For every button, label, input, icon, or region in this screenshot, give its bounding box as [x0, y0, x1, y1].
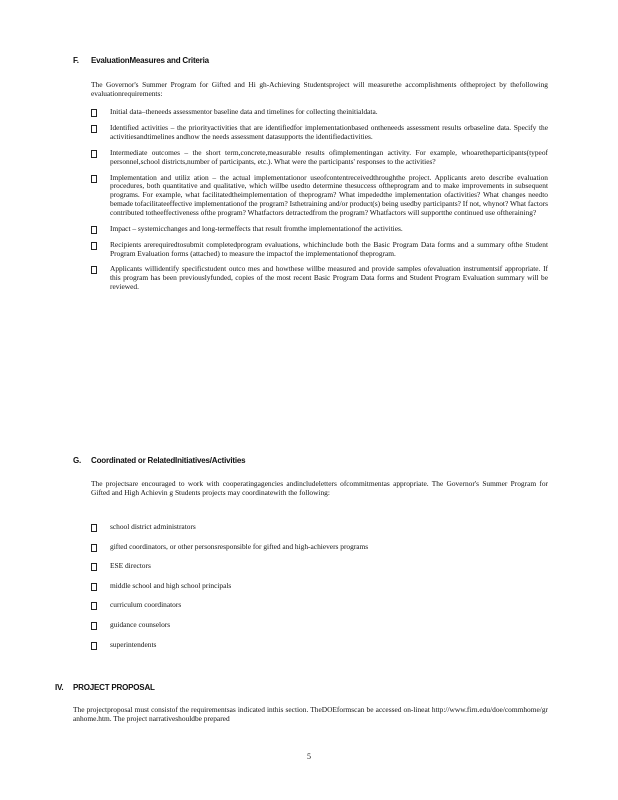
list-item: Recipients arerequiredtosubmit completedprogram evaluations, whichinclude both the Basic Program Data forms and a summary ofthe Student Program Evaluation forms (attached) to measure the impactof the implementationof theprogram.: [91, 241, 548, 259]
checkbox-bullet-icon: [91, 150, 97, 158]
section-g-intro: The projectsare encouraged to work with cooperatingagencies andincludeletters ofcommitmentas appropriate. The Governor's Summer Program for Gifted and High Achievin g Students projects may coordinatewith the following:: [91, 479, 548, 497]
list-item: ESE directors: [91, 562, 548, 571]
section-f-letter: F.: [73, 56, 79, 65]
checkbox-bullet-icon: [91, 266, 97, 274]
checkbox-bullet-icon: [91, 583, 97, 591]
section-f-intro: The Governor's Summer Program for Gifted and Hi gh-Achieving Studentsproject will measurethe accomplishments oftheproject by thefollowing evaluationrequirements:: [91, 80, 548, 98]
section-iv-title: PROJECT PROPOSAL: [73, 683, 155, 692]
section-iv-numeral: IV.: [55, 683, 64, 692]
checkbox-bullet-icon: [91, 226, 97, 234]
list-item: superintendents: [91, 641, 548, 650]
section-f-heading: [73, 56, 209, 65]
list-item: Impact – systemicchanges and long-termeffects that result fromthe implementationof the activities.: [91, 225, 548, 234]
checkbox-bullet-icon: [91, 563, 97, 571]
checkbox-bullet-icon: [91, 544, 97, 552]
checkbox-bullet-icon: [91, 109, 97, 117]
checkbox-bullet-icon: [91, 524, 97, 532]
section-iv-heading: [55, 683, 155, 692]
section-g-bullet-list: [91, 523, 548, 660]
list-item: Implementation and utiliz ation – the actual implementationor useofcontentreceivedthroughthe project. Applicants areto describe evaluation procedures, both quantitative and qualitative, which willbe usedto determine thesuccess oftheprogram and to make improvements in subsequent programs. For example, what facilitatedtheimplementation of theprogram? What impededthe implementation ofactivities? What changes needto bemade tofacilitateeffective implementationof the program? Isthetraining and/or product(s) being usedby participants? If not, whynot? What factors contributed totheeffectiveness ofthe program? Whatfactors detractedfrom the program? Whatfactors will supportthe continued use oftheraining?: [91, 174, 548, 218]
checkbox-bullet-icon: [91, 242, 97, 250]
checkbox-bullet-icon: [91, 175, 97, 183]
list-item: Identified activities – the priorityactivities that are identifiedfor implementationbased ontheneeds assessment results orbaseline data. Specify the activitiesandtimelines andhow the needs assessment datasupports the identifiedactivities.: [91, 124, 548, 142]
list-item: curriculum coordinators: [91, 601, 548, 610]
list-item: gifted coordinators, or other personsresponsible for gifted and high-achievers programs: [91, 543, 548, 552]
list-item: Applicants willidentify specificstudent outco mes and howthese willbe measured and provide samples ofevaluation instrumentsif appropriate. If this program has been previouslyfunded, copies of the most recent Basic Program Data forms and Student Program Evaluation summary will be reviewed.: [91, 265, 548, 291]
checkbox-bullet-icon: [91, 125, 97, 133]
section-g-letter: G.: [73, 456, 82, 465]
list-item: Initial data–theneeds assessmentor baseline data and timelines for collecting theinitialdata.: [91, 108, 548, 117]
section-iv-intro: The projectproposal must consistof the requirementsas indicated inthis section. TheDOEformscan be accessed on-lineat http://www.firn.edu/doe/commhome/gr anhome.htm. The project narrativeshouldbe prepared: [73, 705, 548, 723]
section-g-title: Coordinated or RelatedInitiatives/Activities: [91, 456, 246, 465]
section-f-bullet-list: [91, 108, 548, 299]
checkbox-bullet-icon: [91, 602, 97, 610]
checkbox-bullet-icon: [91, 622, 97, 630]
list-item: Intermediate outcomes – the short term,concrete,measurable results ofimplementingan activity. For example, whoaretheparticipants(typeof personnel,school districts,number of participants, etc.). What were the participants' responses to the activities?: [91, 149, 548, 167]
list-item: guidance counselors: [91, 621, 548, 630]
section-f-title: EvaluationMeasures and Criteria: [91, 56, 209, 65]
checkbox-bullet-icon: [91, 642, 97, 650]
section-g-heading: [73, 456, 245, 465]
list-item: middle school and high school principals: [91, 582, 548, 591]
list-item: school district administrators: [91, 523, 548, 532]
page-number: 5: [307, 752, 311, 761]
